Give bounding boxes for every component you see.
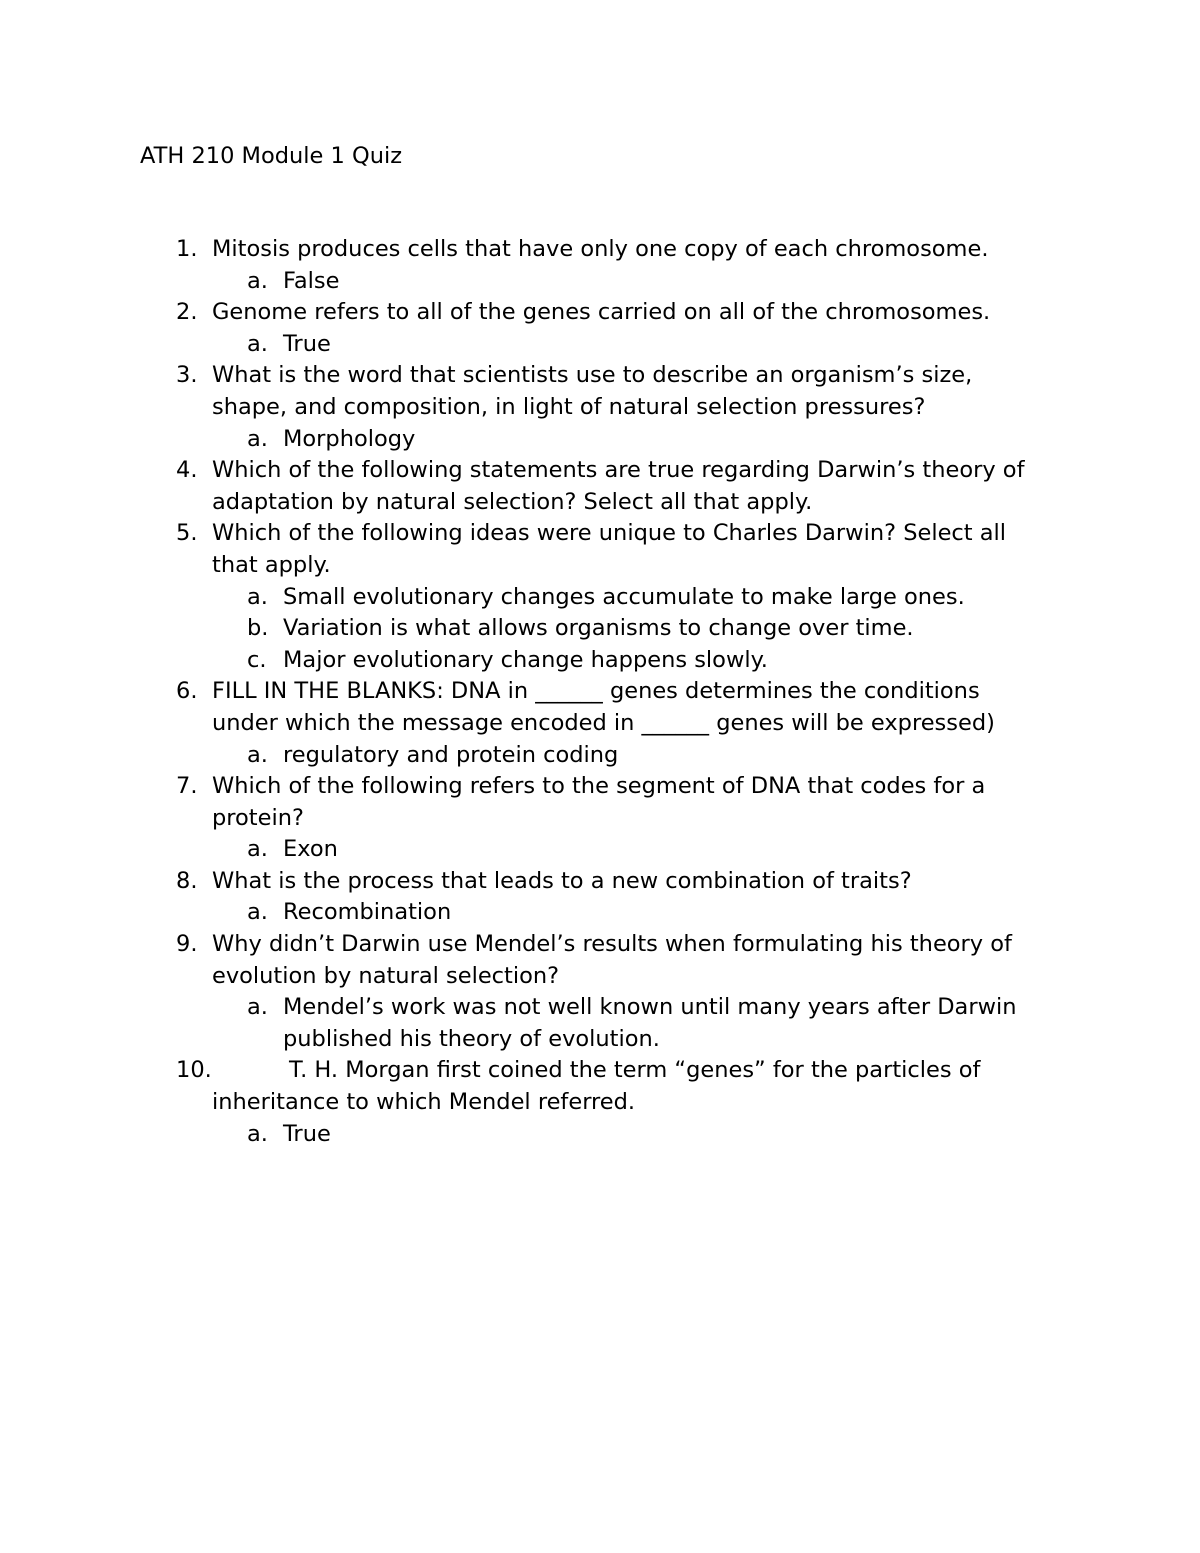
- question-4: [140, 455, 1052, 518]
- question-text: Which of the following refers to the segment of DNA that codes for a protein?: [212, 773, 986, 831]
- question-number: 10.: [176, 1057, 212, 1084]
- answer-text: Variation is what allows organisms to change over time.: [283, 615, 914, 642]
- answer-letter: a.: [247, 899, 268, 926]
- question-10: [140, 1055, 1052, 1118]
- answer-text: Mendel’s work was not well known until many years after Darwin published his theory of evolution.: [283, 994, 1017, 1052]
- answer-text: regulatory and protein coding: [283, 741, 619, 768]
- question-number: 8.: [176, 867, 198, 894]
- answer-letter: b.: [247, 615, 269, 642]
- answer-letter: a.: [247, 1120, 268, 1147]
- answer-letter: a.: [247, 267, 268, 294]
- question-number: 9.: [176, 931, 198, 958]
- answer-text: Small evolutionary changes accumulate to make large ones.: [283, 583, 965, 610]
- answer-letter: a.: [247, 836, 268, 863]
- answer-1a: [140, 266, 1053, 298]
- answer-5c: [140, 645, 1053, 677]
- question-number: 1.: [176, 236, 198, 262]
- answer-letter: c.: [247, 646, 267, 673]
- answer-text: False: [283, 267, 340, 294]
- question-text: Which of the following statements are true regarding Darwin’s theory of adaptation by natural selection? Select all that apply.: [212, 457, 1025, 515]
- question-text: Which of the following ideas were unique to Charles Darwin? Select all that apply.: [212, 520, 1007, 578]
- question-number: 5.: [176, 520, 198, 547]
- answer-letter: a.: [247, 583, 268, 610]
- answer-letter: a.: [247, 330, 268, 357]
- question-number: 2.: [176, 299, 198, 326]
- answer-text: Recombination: [283, 899, 452, 926]
- answer-3a: [140, 424, 1053, 456]
- question-number: 6.: [176, 678, 198, 705]
- question-text: What is the word that scientists use to describe an organism’s size, shape, and composition, in light of natural selection pressures?: [212, 362, 973, 420]
- question-5: [140, 518, 1052, 581]
- question-text: Why didn’t Darwin use Mendel’s results when formulating his theory of evolution by natural selection?: [212, 931, 1012, 989]
- question-3: [140, 360, 1052, 423]
- answer-letter: a.: [247, 994, 268, 1021]
- question-6: [140, 676, 1052, 739]
- question-1: [140, 234, 1052, 266]
- question-number: 3.: [176, 362, 198, 389]
- question-number: 4.: [176, 457, 198, 484]
- question-7: [140, 771, 1052, 834]
- answer-6a: [140, 740, 1053, 772]
- answer-text: Exon: [283, 836, 338, 863]
- answer-7a: [140, 834, 1053, 866]
- question-9: [140, 929, 1052, 992]
- answer-5a: [140, 582, 1053, 614]
- answer-letter: a.: [247, 425, 268, 452]
- question-text: Mitosis produces cells that have only one copy of each chromosome.: [212, 236, 989, 262]
- question-2: [140, 297, 1052, 329]
- question-text: T. H. Morgan first coined the term “genes” for the particles of inheritance to which Mendel referred.: [212, 1057, 981, 1116]
- question-text: What is the process that leads to a new combination of traits?: [212, 867, 912, 894]
- question-8: [140, 866, 1052, 898]
- question-text: Genome refers to all of the genes carried on all of the chromosomes.: [212, 299, 991, 326]
- answer-5b: [140, 613, 1053, 645]
- question-list: [140, 234, 1070, 1150]
- answer-8a: [140, 897, 1053, 929]
- answer-text: Morphology: [283, 425, 416, 452]
- answer-text: True: [283, 330, 331, 357]
- question-text: FILL IN THE BLANKS: DNA in ______ genes determines the conditions under which the message encoded in ______ genes will be expressed): [212, 678, 995, 736]
- question-number: 7.: [176, 773, 198, 800]
- answer-letter: a.: [247, 741, 268, 768]
- document-title: ATH 210 Module 1 Quiz: [140, 143, 403, 169]
- answer-9a: [140, 992, 1053, 1055]
- answer-2a: [140, 329, 1053, 361]
- answer-text: True: [283, 1120, 331, 1147]
- answer-10a: [140, 1119, 1053, 1151]
- answer-text: Major evolutionary change happens slowly.: [283, 646, 768, 673]
